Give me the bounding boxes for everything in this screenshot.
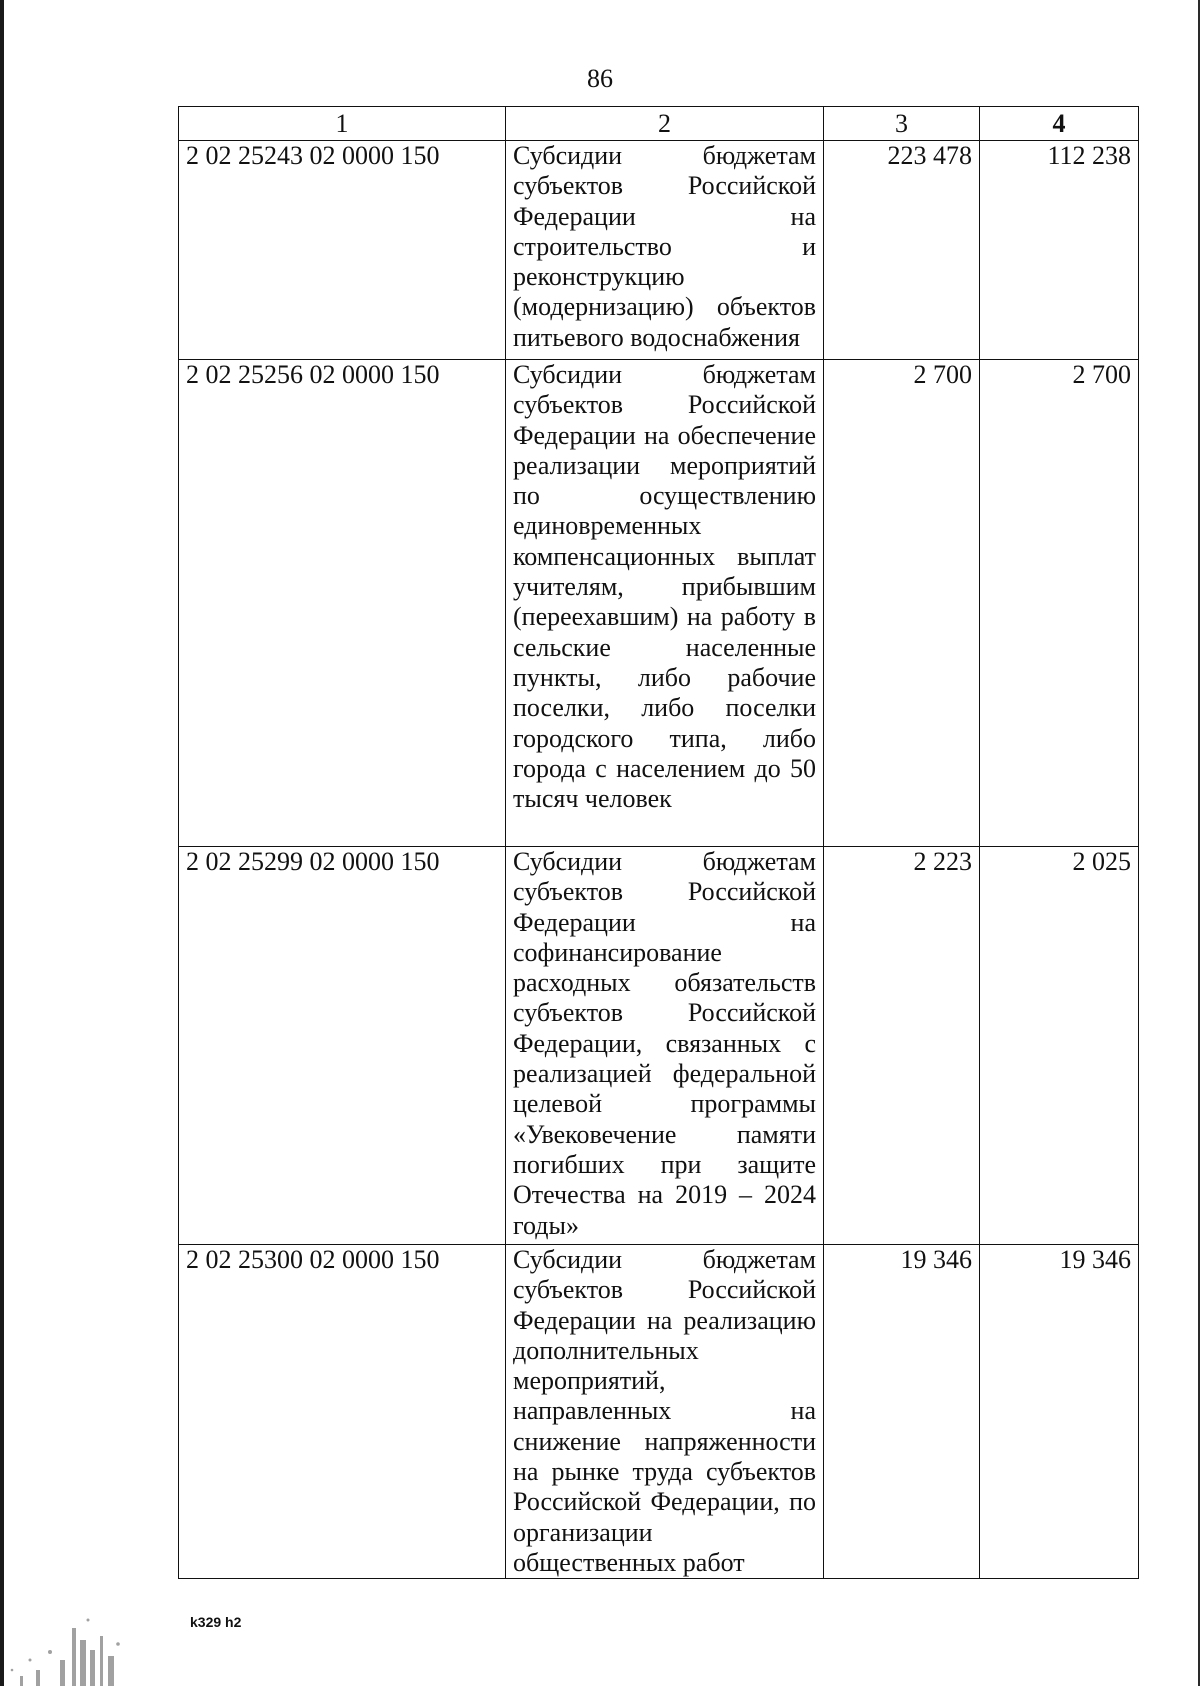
- value-col3-cell: 2 223: [824, 847, 980, 1245]
- budget-code-cell: 2 02 25300 02 0000 150: [179, 1245, 506, 1579]
- description-cell: Субсидии бюджетам субъектов Российской Федерации на строительство и реконструкцию (модернизацию) объектов питьевого водоснабжения: [506, 141, 824, 360]
- description-cell: Субсидии бюджетам субъектов Российской Федерации на обеспечение реализации мероприятий по осуществлению единовременных компенсационных выплат учителям, прибывшим (переехавшим) на работу в сельские населенные пункты, либо рабочие поселки, либо поселки городского типа, либо города с населением до 50 тысяч человек: [506, 360, 824, 847]
- page-number: 86: [587, 64, 613, 93]
- description-cell: Субсидии бюджетам субъектов Российской Федерации на реализацию дополнительных мероприятий, направленных на снижение напряженности на рынке труда субъектов Российской Федерации, по организации общественных работ: [506, 1245, 824, 1579]
- column-header-4: 4: [980, 107, 1139, 141]
- table-row: [179, 847, 1139, 1245]
- value-col4-cell: 2 700: [980, 360, 1139, 847]
- budget-code-cell: 2 02 25256 02 0000 150: [179, 360, 506, 847]
- column-header-1: 1: [179, 107, 506, 141]
- description-cell: Субсидии бюджетам субъектов Российской Федерации на софинансирование расходных обязательств субъектов Российской Федерации, связанных с реализацией федеральной целевой программы «Увековечение памяти погибших при защите Отечества на 2019 – 2024 годы»: [506, 847, 824, 1245]
- value-col3-cell: 2 700: [824, 360, 980, 847]
- column-header-2: 2: [506, 107, 824, 141]
- value-col4-cell: 112 238: [980, 141, 1139, 360]
- value-col4-cell: 19 346: [980, 1245, 1139, 1579]
- column-header-3: 3: [824, 107, 980, 141]
- budget-code-cell: 2 02 25243 02 0000 150: [179, 141, 506, 360]
- scan-noise-mark: [0, 1600, 130, 1686]
- budget-code-cell: 2 02 25299 02 0000 150: [179, 847, 506, 1245]
- value-col3-cell: 223 478: [824, 141, 980, 360]
- value-col3-cell: 19 346: [824, 1245, 980, 1579]
- value-col4-cell: 2 025: [980, 847, 1139, 1245]
- budget-table: [178, 106, 1139, 1579]
- table-row: [179, 360, 1139, 847]
- table-row: [179, 1245, 1139, 1579]
- scan-edge-left: [0, 0, 4, 1686]
- header-row: [179, 107, 1139, 141]
- document-footer-code: k329 h2: [190, 1614, 242, 1630]
- table-row: [179, 141, 1139, 360]
